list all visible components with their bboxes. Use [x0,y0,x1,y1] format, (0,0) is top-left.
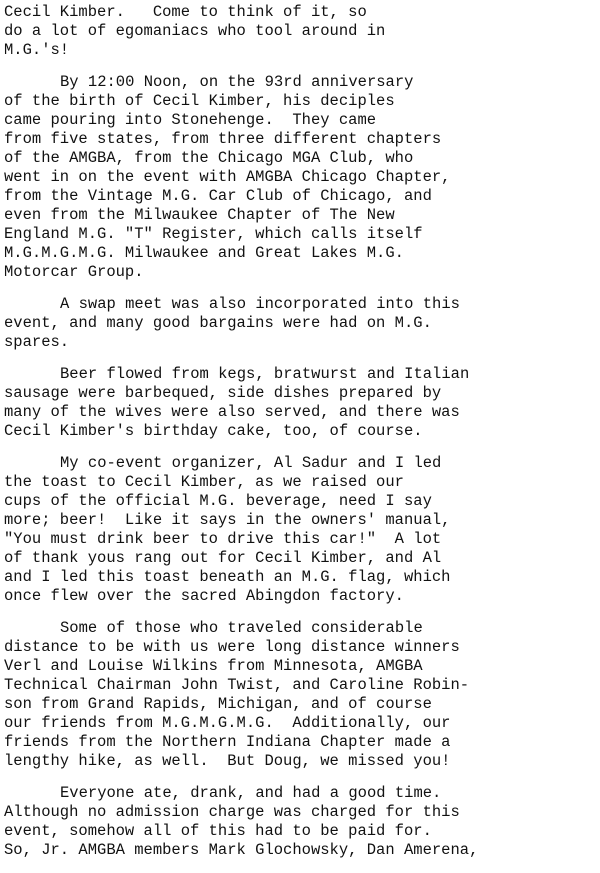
text-line: distance to be with us were long distance winners [4,638,460,656]
text-line: of thank yous rang out for Cecil Kimber, and Al [4,549,442,567]
paragraph-noon-arrival [4,73,596,282]
text-line: Cecil Kimber. Come to think of it, so [4,3,367,21]
document-page [4,3,596,873]
text-line: sausage were barbequed, side dishes prepared by [4,384,442,402]
text-line: Verl and Louise Wilkins from Minnesota, AMGBA [4,657,423,675]
text-line: Motorcar Group. [4,263,144,281]
paragraph-toast [4,454,596,606]
text-line: spares. [4,333,70,351]
text-line: "You must drink beer to drive this car!" A lot [4,530,442,548]
text-line: more; beer! Like it says in the owners' manual, [4,511,451,529]
text-line: Although no admission charge was charged for this [4,803,460,821]
text-line: Everyone ate, drank, and had a good time. [60,784,442,802]
text-line: from five states, from three different chapters [4,130,442,148]
text-line: M.G.M.G.M.G. Milwaukee and Great Lakes M.G. [4,244,404,262]
text-line: from the Vintage M.G. Car Club of Chicago, and [4,187,432,205]
text-line: England M.G. "T" Register, which calls itself [4,225,423,243]
text-line: many of the wives were also served, and there was [4,403,460,421]
text-line: So, Jr. AMGBA members Mark Glochowsky, Dan Amerena, [4,841,479,859]
text-line: and I led this toast beneath an M.G. flag, which [4,568,451,586]
text-line: Some of those who traveled considerable [60,619,423,637]
text-line: of the birth of Cecil Kimber, his deciples [4,92,395,110]
text-line: our friends from M.G.M.G.M.G. Additionally, our [4,714,451,732]
text-line: A swap meet was also incorporated into this [60,295,460,313]
text-line: friends from the Northern Indiana Chapter made a [4,733,451,751]
text-line: came pouring into Stonehenge. They came [4,111,377,129]
text-line: Technical Chairman John Twist, and Caroline Robin- [4,676,470,694]
text-line: do a lot of egomaniacs who tool around in [4,22,386,40]
text-line: went in on the event with AMGBA Chicago Chapter, [4,168,451,186]
text-line: Beer flowed from kegs, bratwurst and Italian [60,365,470,383]
text-line: even from the Milwaukee Chapter of The New [4,206,395,224]
paragraph-travelers [4,619,596,771]
text-line: My co-event organizer, Al Sadur and I led [60,454,442,472]
text-line: event, and many good bargains were had on M.G. [4,314,432,332]
paragraph-closing [4,784,596,860]
text-line: of the AMGBA, from the Chicago MGA Club, who [4,149,414,167]
text-line: Cecil Kimber's birthday cake, too, of course. [4,422,423,440]
text-line: once flew over the sacred Abingdon factory. [4,587,404,605]
text-line: lengthy hike, as well. But Doug, we missed you! [4,752,451,770]
text-line: event, somehow all of this had to be paid for. [4,822,432,840]
text-line: the toast to Cecil Kimber, as we raised our [4,473,404,491]
paragraph-opening [4,3,596,60]
text-line: M.G.'s! [4,41,70,59]
text-line: cups of the official M.G. beverage, need I say [4,492,432,510]
text-line: By 12:00 Noon, on the 93rd anniversary [60,73,414,91]
paragraph-swap-meet [4,295,596,352]
paragraph-food [4,365,596,441]
text-line: son from Grand Rapids, Michigan, and of course [4,695,432,713]
